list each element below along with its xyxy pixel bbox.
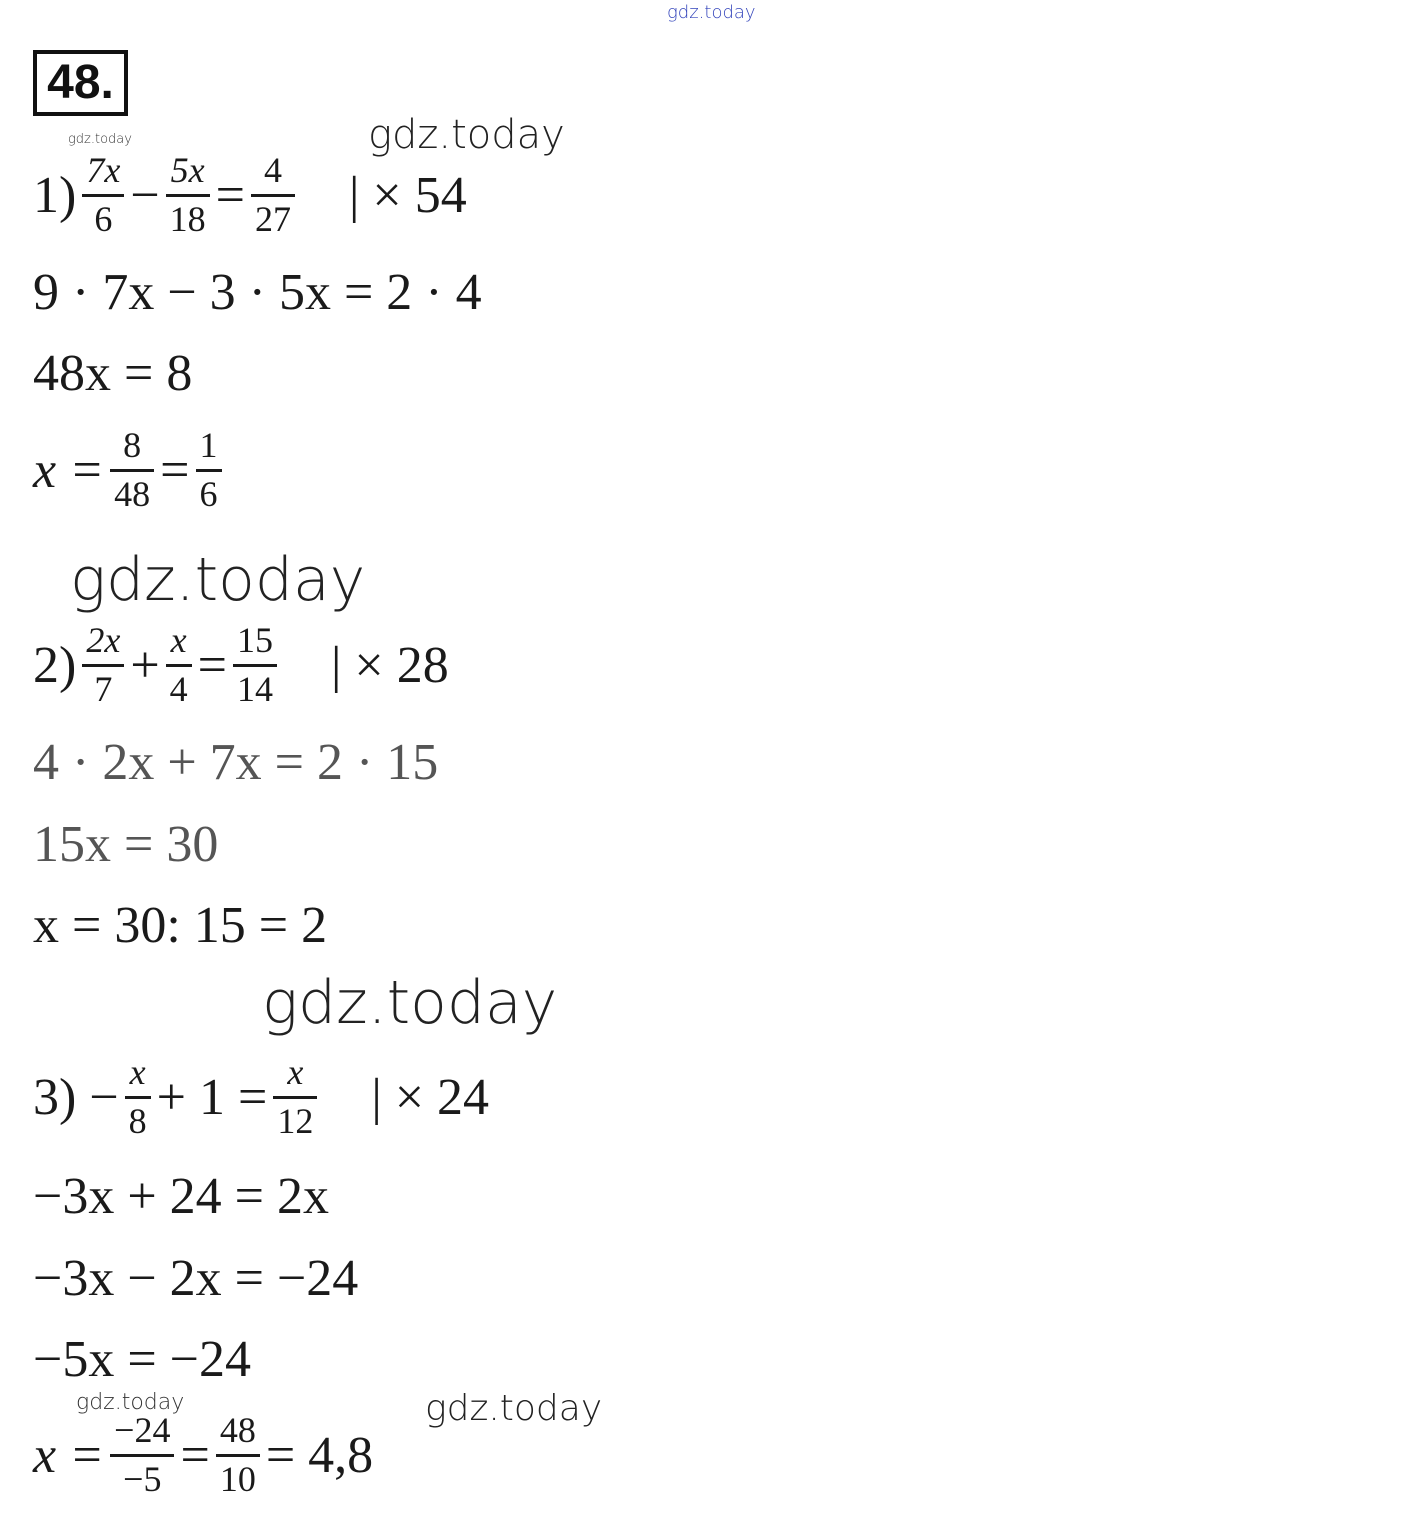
part1-equation: [33, 150, 467, 240]
fraction-numerator: x: [170, 619, 187, 660]
fraction-denominator: 18: [169, 198, 206, 239]
fraction-denominator: 8: [128, 1100, 147, 1141]
fraction-numerator: 7x: [86, 149, 121, 190]
part2-fraction-1: [82, 621, 124, 709]
fraction-bar: [110, 1454, 174, 1457]
fraction-denominator: 12: [277, 1100, 314, 1141]
part1-label: 1): [33, 166, 77, 224]
fraction-bar: [166, 664, 192, 667]
part3-step3: −5x = −24: [33, 1330, 251, 1388]
part3-step4: [33, 1410, 373, 1500]
part2-multiplier: | × 28: [330, 636, 449, 694]
operator: −: [130, 166, 160, 224]
part2-step1: 4 · 2x + 7x = 2 · 15: [33, 733, 439, 791]
equals-sign: =: [180, 1426, 210, 1484]
watermark-small-2: gdz.today: [76, 1390, 185, 1415]
fraction-bar: [110, 469, 154, 472]
fraction-numerator: 1: [199, 424, 218, 465]
fraction-numerator: 8: [123, 424, 142, 465]
fraction-bar: [233, 664, 277, 667]
watermark-small-1: gdz.today: [68, 132, 132, 147]
fraction-denominator: −5: [123, 1458, 162, 1499]
step-lhs: x =: [33, 441, 105, 499]
part3-multiplier: | × 24: [371, 1068, 490, 1126]
final-result: = 4,8: [265, 1426, 374, 1484]
watermark-4: gdz.today: [425, 1388, 603, 1429]
fraction-denominator: 48: [114, 473, 151, 514]
fraction-denominator: 14: [236, 668, 273, 709]
fraction-numerator: 5x: [170, 149, 205, 190]
fraction-numerator: 48: [219, 1409, 256, 1450]
part1-step3: [33, 425, 228, 515]
part2-fraction-3: [233, 621, 277, 709]
part1-step3-fraction-2: [196, 426, 222, 514]
watermark-1: gdz.today: [368, 112, 565, 158]
fraction-bar: [82, 194, 124, 197]
part3-fraction-1: [125, 1053, 151, 1141]
step-lhs: x =: [33, 1426, 105, 1484]
operator: +: [130, 636, 160, 694]
fraction-numerator: x: [129, 1051, 146, 1092]
part1-step2: 48x = 8: [33, 344, 193, 402]
part3-step4-fraction-1: [110, 1411, 174, 1499]
fraction-bar: [251, 194, 295, 197]
watermark-2: gdz.today: [70, 545, 366, 615]
part2-step2: 15x = 30: [33, 815, 219, 873]
fraction-numerator: 4: [263, 149, 282, 190]
fraction-denominator: 27: [254, 198, 291, 239]
part2-label: 2): [33, 636, 77, 694]
part3-fraction-2: [273, 1053, 317, 1141]
fraction-denominator: 6: [94, 198, 113, 239]
fraction-bar: [125, 1096, 151, 1099]
fraction-numerator: 15: [236, 619, 273, 660]
part1-step1: 9 · 7x − 3 · 5x = 2 · 4: [33, 263, 482, 321]
part1-fraction-3: [251, 151, 295, 239]
problem-number: 48.: [33, 50, 128, 116]
fraction-bar: [82, 664, 124, 667]
part2-fraction-2: [166, 621, 192, 709]
fraction-denominator: 4: [169, 668, 188, 709]
watermark-top: gdz.today: [667, 2, 756, 23]
fraction-denominator: 6: [199, 473, 218, 514]
fraction-denominator: 10: [219, 1458, 256, 1499]
equals-sign: =: [215, 166, 245, 224]
part1-fraction-1: [82, 151, 124, 239]
fraction-numerator: −24: [114, 1409, 171, 1450]
fraction-bar: [216, 1454, 260, 1457]
fraction-bar: [273, 1096, 317, 1099]
part1-multiplier: | × 54: [348, 166, 467, 224]
part2-equation: [33, 620, 449, 710]
watermark-3: gdz.today: [262, 968, 558, 1038]
fraction-numerator: 2x: [86, 619, 121, 660]
part3-step2: −3x − 2x = −24: [33, 1249, 359, 1307]
equals-sign: =: [160, 441, 190, 499]
part1-fraction-2: [166, 151, 210, 239]
part3-step4-fraction-2: [216, 1411, 260, 1499]
fraction-denominator: 7: [94, 668, 113, 709]
equals-sign: =: [197, 636, 227, 694]
fraction-numerator: x: [287, 1051, 304, 1092]
fraction-bar: [166, 194, 210, 197]
part3-label: 3) −: [33, 1068, 119, 1126]
fraction-bar: [196, 469, 222, 472]
part1-step3-fraction-1: [110, 426, 154, 514]
part3-step1: −3x + 24 = 2x: [33, 1167, 329, 1225]
part2-step3: x = 30: 15 = 2: [33, 896, 328, 954]
part3-equation: [33, 1052, 489, 1142]
part3-middle: + 1 =: [156, 1068, 268, 1126]
